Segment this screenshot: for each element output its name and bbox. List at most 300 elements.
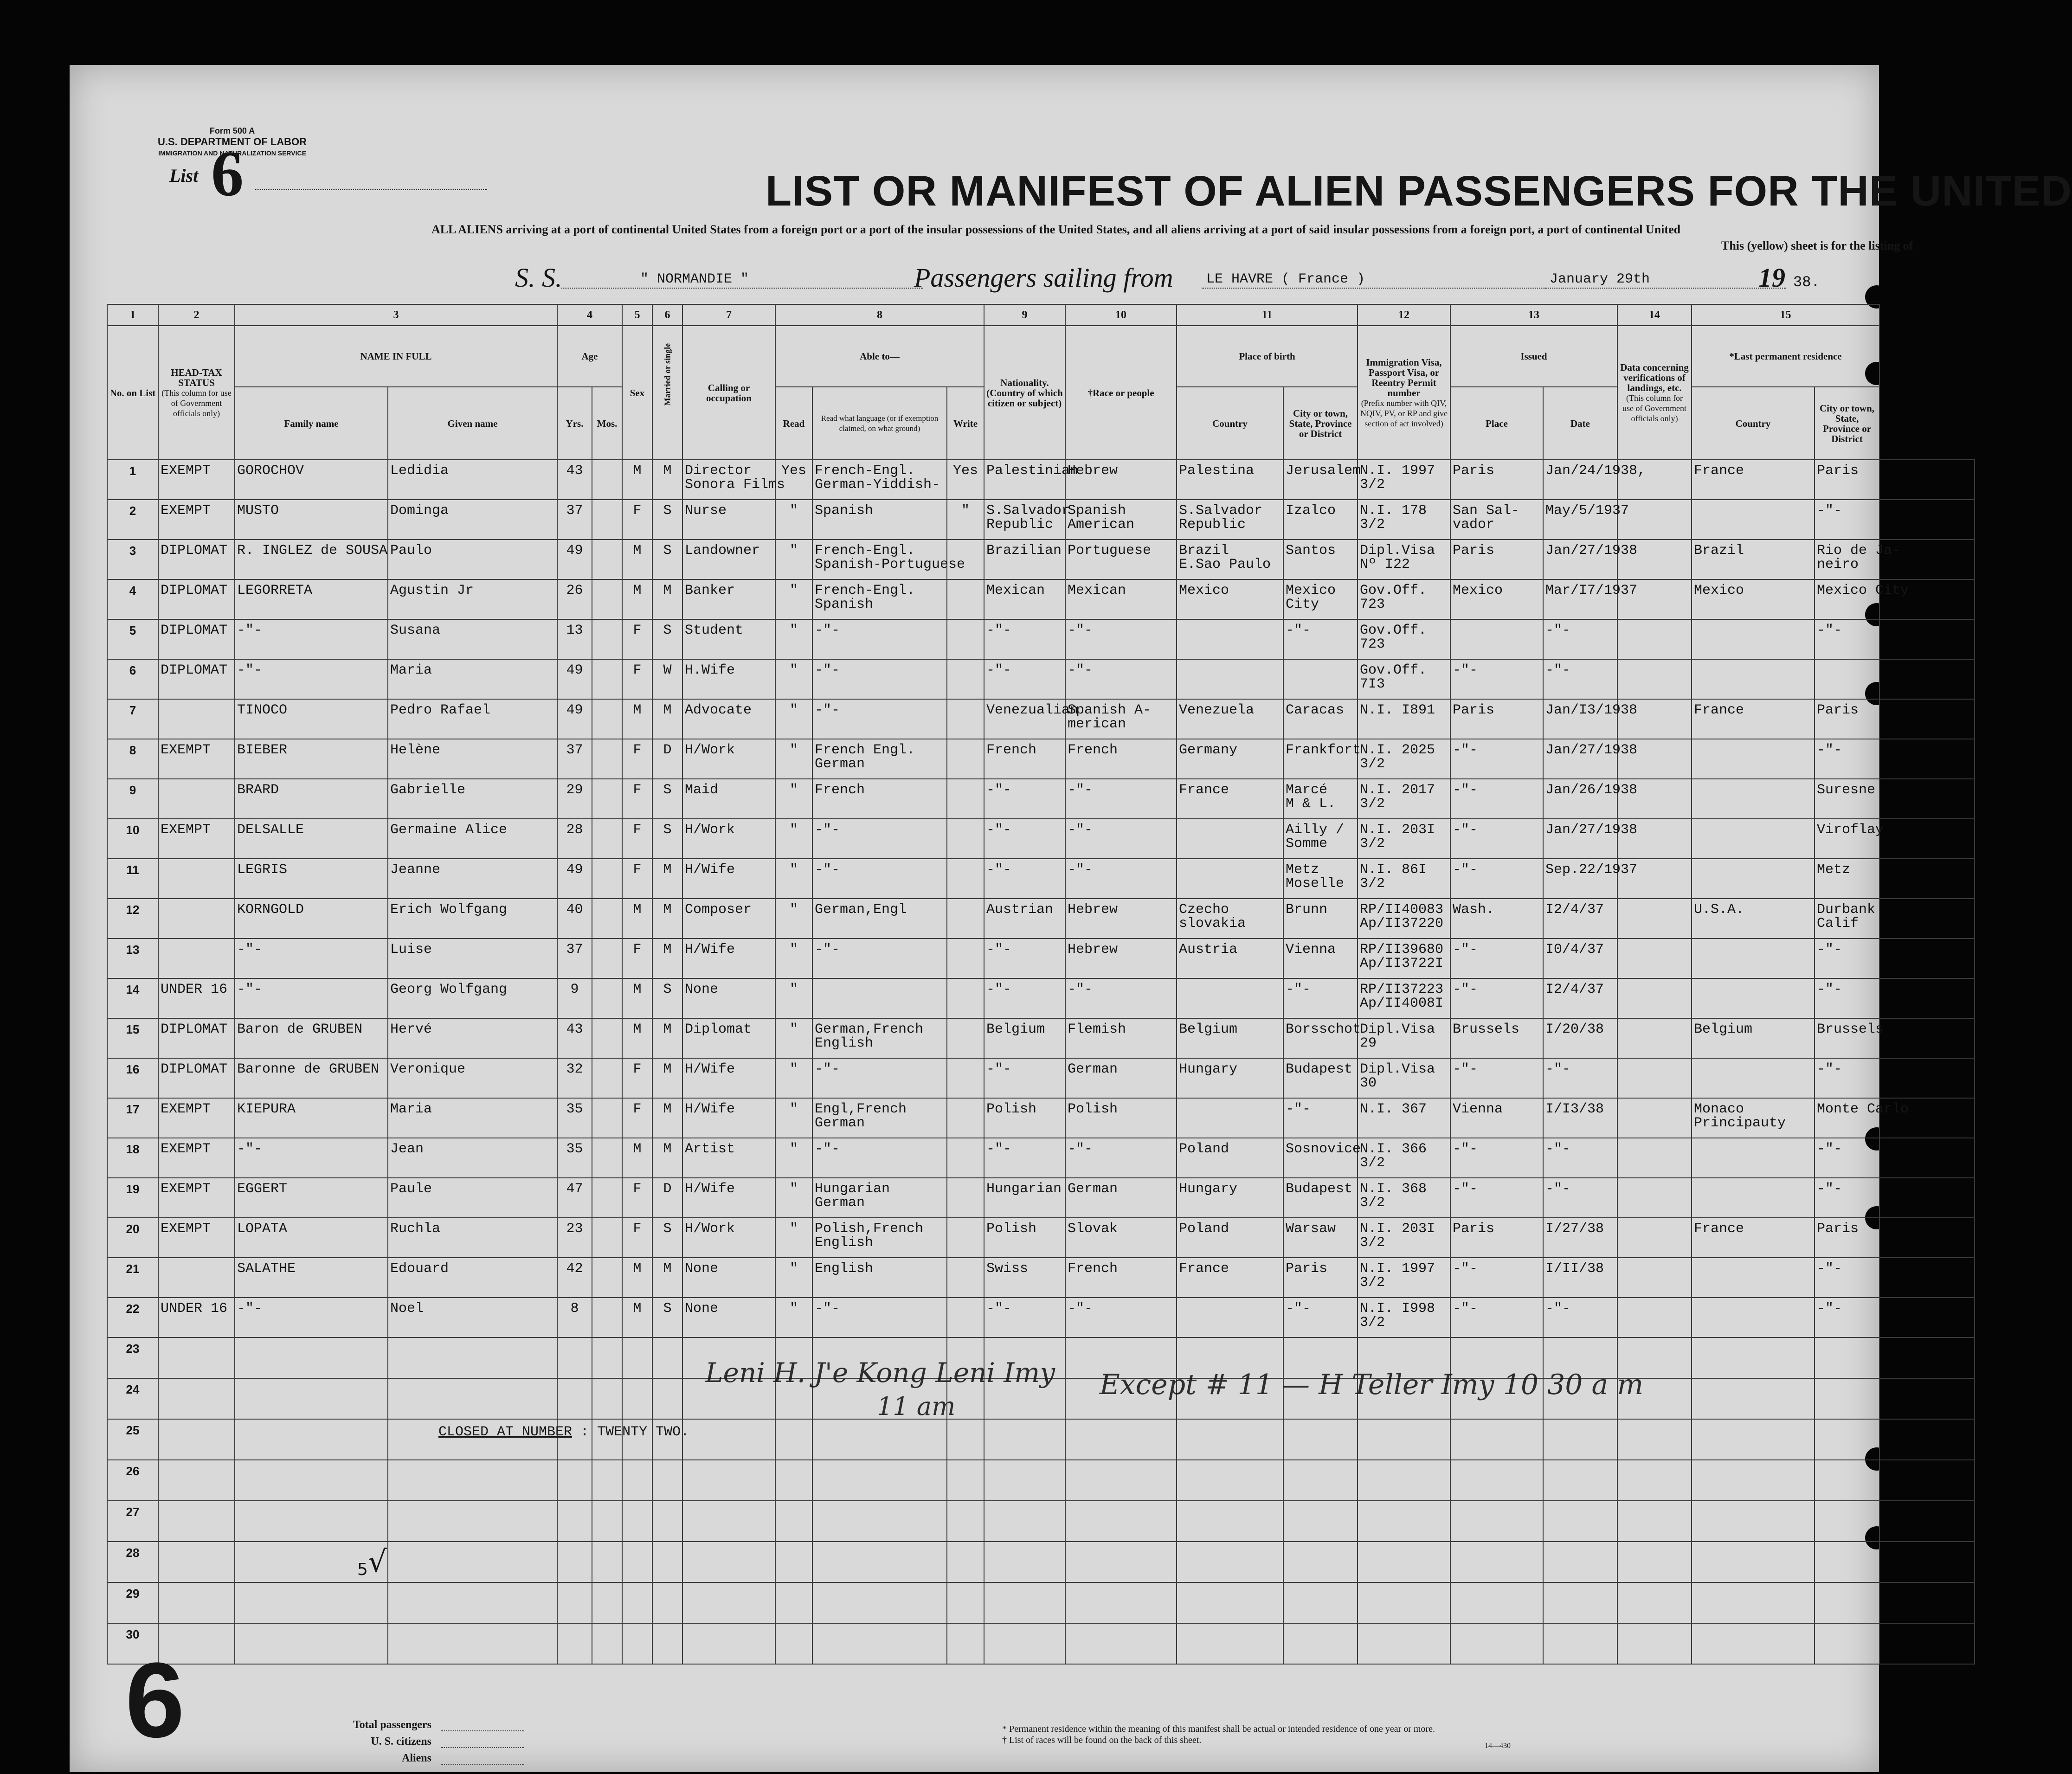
can-read-text: " [789, 702, 798, 718]
cell-empty [775, 1460, 812, 1501]
cell-visa-number [1358, 699, 1450, 739]
nationality-text: Mexican [986, 583, 1045, 598]
cell-given-name [388, 899, 557, 938]
cell-issued-place [1450, 1098, 1543, 1138]
cell-nationality [984, 500, 1070, 540]
issued-date-text: Jan/27/1938 [1545, 543, 1638, 559]
col-age: Age [557, 326, 622, 387]
cell-issued-place [1450, 899, 1543, 938]
marital-status-text: M [663, 1261, 672, 1277]
cell-sex [622, 1138, 652, 1178]
occupation-text: H/Wife [685, 942, 735, 958]
cell-empty [1358, 1501, 1450, 1542]
issued-place-text: -"- [1453, 1181, 1478, 1197]
cell-residence-city [1815, 1178, 1879, 1218]
cell-family-name [235, 779, 388, 819]
head-tax-status-text: EXEMPT [161, 1181, 211, 1197]
head-tax-status-text: DIPLOMAT [161, 583, 228, 598]
cell-issued-date [1543, 1258, 1617, 1298]
cell-occupation [682, 500, 775, 540]
family-name-text: -"- [237, 982, 263, 997]
birth-city-text-line2: Somme [1286, 836, 1328, 852]
row-number-text: 15 [126, 1022, 140, 1036]
cell-spare [1879, 1018, 1975, 1058]
cell-residence-city [1815, 938, 1879, 978]
cell-can-write [947, 739, 984, 779]
row-number-text: 2 [129, 504, 136, 518]
cell-nationality [984, 659, 1065, 699]
list-number: 6 [211, 138, 244, 210]
occupation-text: H/Wife [685, 862, 735, 878]
cell-birth-city [1283, 1178, 1358, 1218]
residence-country-text-line2: Principauty [1694, 1115, 1786, 1131]
residence-city-text: Durbank [1817, 902, 1876, 918]
birth-country-text: S.Salvador [1179, 503, 1263, 519]
family-name-text: KORNGOLD [237, 902, 304, 918]
cell-can-read [775, 1298, 812, 1337]
birth-country-text: Austria [1179, 942, 1238, 958]
column-number: 8 [775, 304, 984, 326]
cell-read-language [812, 819, 947, 859]
cell-birth-country [1177, 460, 1283, 500]
cell-empty [622, 1460, 652, 1501]
col-read: Read [775, 387, 812, 460]
sex-text: F [633, 1181, 642, 1197]
race-text: -"- [1068, 982, 1093, 997]
cell-occupation [682, 699, 775, 739]
cell-read-language [812, 1178, 947, 1218]
cell-issued-date [1543, 978, 1617, 1018]
row-number-text: 3 [129, 544, 136, 558]
can-read-text: " [789, 503, 798, 519]
us-citizens-label: U. S. citizens [371, 1735, 431, 1748]
read-language-text-line2: Spanish-Portuguese [815, 557, 965, 572]
cell-family-name [235, 1298, 388, 1337]
can-read-text: " [789, 662, 798, 678]
cell-race [1065, 1058, 1177, 1098]
issued-date-text: Sep.22/1937 [1545, 862, 1638, 878]
head-tax-status-text: EXEMPT [161, 463, 211, 479]
table-row [107, 1258, 1975, 1298]
col-no-on-list: No. on List [107, 326, 158, 460]
cell-empty [1692, 1542, 1815, 1582]
cell-birth-country [1177, 1258, 1283, 1298]
birth-city-text: Borsschot [1286, 1022, 1361, 1037]
col-birth-city: City or town, State, Province or District [1283, 387, 1358, 460]
cell-family-name [235, 899, 388, 938]
sex-text: M [633, 1301, 642, 1317]
cell-nationality [984, 1098, 1065, 1138]
marital-status-text: S [663, 543, 672, 559]
issued-date-text: Jan/26/1938 [1545, 782, 1638, 798]
sex-text: M [633, 1022, 642, 1037]
cell-row-number: 24 [107, 1378, 158, 1419]
cell-visa-number [1358, 579, 1450, 619]
row-number-text: 17 [126, 1102, 140, 1116]
issued-place-text: Paris [1453, 463, 1495, 479]
cell-age-months [592, 899, 622, 938]
cell-marital-status [652, 579, 682, 619]
column-number: 6 [652, 304, 682, 326]
read-language-text: French-Engl. [815, 543, 915, 559]
birth-country-text: France [1179, 782, 1229, 798]
residence-city-text: Paris [1817, 702, 1859, 718]
sex-text: M [633, 583, 642, 598]
cell-birth-country [1177, 1138, 1283, 1178]
col-married-label: Married or single [663, 343, 672, 405]
cell-marital-status [652, 819, 682, 859]
cell-empty [947, 1419, 984, 1460]
cell-given-name [388, 819, 557, 859]
cell-age-months [592, 659, 622, 699]
cell-empty [1617, 1460, 1692, 1501]
cell-nationality [984, 1018, 1065, 1058]
given-name-text: Maria [390, 662, 432, 678]
cell-empty [592, 1542, 622, 1582]
col-landing-label: Data concerning verifications of landings, etc. [1620, 361, 1689, 393]
cell-occupation [682, 460, 785, 500]
residence-city-text: -"- [1817, 623, 1842, 638]
cell-visa-number [1358, 1258, 1450, 1298]
cell-family-name [235, 1178, 388, 1218]
cell-empty [235, 1582, 388, 1623]
cell-age-years [557, 460, 592, 500]
given-name-text: Noel [390, 1301, 424, 1317]
residence-country-text: Mexico [1694, 583, 1744, 598]
column-number: 4 [557, 304, 622, 326]
cell-residence-country [1692, 579, 1815, 619]
visa-number-text-line2: 3/2 [1360, 1275, 1385, 1291]
cell-residence-city [1815, 1218, 1879, 1258]
sex-text: F [633, 782, 642, 798]
cell-head-tax-status [158, 1138, 235, 1178]
cell-family-name [235, 859, 388, 899]
cell-birth-country [1177, 859, 1283, 899]
cell-row-number [107, 1218, 158, 1258]
can-read-text: " [789, 1221, 798, 1237]
cell-empty [984, 1460, 1065, 1501]
read-language-text-line2: English [815, 1035, 874, 1051]
cell-nationality [984, 739, 1065, 779]
cell-residence-city [1815, 859, 1879, 899]
cell-landing-data [1617, 1178, 1692, 1218]
cell-race [1065, 859, 1177, 899]
handwritten-note: 11 am [877, 1392, 956, 1421]
cell-empty [1879, 1378, 1975, 1419]
cell-empty [1815, 1419, 1879, 1460]
footnote: † List of races will be found on the back of this sheet. [1002, 1735, 1202, 1745]
cell-read-language [812, 1258, 947, 1298]
visa-number-text: Gov.Off. [1360, 583, 1427, 598]
cell-nationality [984, 938, 1065, 978]
given-name-text: Susana [390, 623, 441, 638]
visa-number-text: N.I. 366 [1360, 1141, 1427, 1157]
cell-empty [158, 1419, 235, 1460]
marital-status-text: S [663, 503, 672, 519]
cell-marital-status [652, 619, 682, 659]
issued-place-text: -"- [1453, 662, 1478, 678]
cell-empty [1617, 1419, 1692, 1460]
cell-empty [557, 1501, 592, 1542]
cell-sex [622, 1058, 652, 1098]
cell-empty [1879, 1419, 1975, 1460]
cell-residence-city [1815, 1138, 1879, 1178]
family-name-text: Baron de GRUBEN [237, 1022, 363, 1037]
given-name-text: Helène [390, 742, 441, 758]
cell-can-read [775, 1258, 812, 1298]
col-months: Mos. [592, 387, 622, 460]
cell-birth-city [1283, 659, 1358, 699]
cell-birth-city [1283, 500, 1358, 540]
cell-can-read [775, 938, 812, 978]
cell-given-name [388, 1218, 557, 1258]
cell-issued-place [1450, 739, 1543, 779]
cell-read-language [812, 1218, 947, 1258]
given-name-text: Maria [390, 1101, 432, 1117]
head-tax-status-text: UNDER 16 [161, 982, 228, 997]
cell-given-name [388, 1178, 557, 1218]
cell-empty [158, 1501, 235, 1542]
cell-issued-date [1543, 1218, 1617, 1258]
race-text: Slovak [1068, 1221, 1118, 1237]
cell-nationality [984, 859, 1065, 899]
cell-row-number [107, 779, 158, 819]
cell-family-name [235, 1018, 388, 1058]
closed-label: CLOSED AT NUMBER [438, 1424, 573, 1440]
cell-marital-status [652, 460, 682, 500]
issued-date-text: Jan/27/1938 [1545, 742, 1638, 758]
given-name-text: Paulo [390, 543, 432, 559]
cell-birth-country [1177, 619, 1283, 659]
race-text: -"- [1068, 1301, 1093, 1317]
table-row [107, 699, 1975, 739]
residence-country-text: Brazil [1694, 543, 1744, 559]
race-text: German [1068, 1061, 1118, 1077]
head-tax-status-text: DIPLOMAT [161, 623, 228, 638]
cell-marital-status [652, 1218, 682, 1258]
cell-empty [1815, 1460, 1879, 1501]
birth-city-text: Budapest [1286, 1181, 1353, 1197]
age-years-text: 23 [566, 1221, 583, 1237]
table-row [107, 500, 1975, 540]
cell-age-years [557, 819, 592, 859]
cell-empty [1450, 1623, 1543, 1664]
read-language-text: -"- [815, 1061, 840, 1077]
cell-empty [1177, 1501, 1283, 1542]
occupation-text: Diplomat [685, 1022, 752, 1037]
cell-marital-status [652, 1058, 682, 1098]
birth-country-text: Poland [1179, 1141, 1229, 1157]
row-number-text: 10 [126, 823, 140, 837]
cell-family-name [235, 1218, 388, 1258]
cell-landing-data [1617, 978, 1692, 1018]
occupation-text: Landowner [685, 543, 760, 559]
residence-city-text: Metz [1817, 862, 1851, 878]
cell-residence-city [1815, 659, 1879, 699]
cell-row-number [107, 540, 158, 579]
residence-country-text: Monaco [1694, 1101, 1744, 1117]
row-number-text: 1 [129, 464, 136, 478]
cell-occupation [682, 1298, 775, 1337]
column-number-row [107, 304, 1975, 326]
cell-nationality [984, 899, 1065, 938]
cell-race [1065, 619, 1177, 659]
cell-birth-country [1177, 819, 1283, 859]
cell-visa-number [1358, 899, 1450, 938]
cell-read-language [812, 859, 947, 899]
cell-empty [652, 1623, 682, 1664]
cell-can-write [947, 938, 984, 978]
birth-city-text: Santos [1286, 543, 1336, 559]
read-language-text: -"- [815, 623, 840, 638]
column-number: 5 [622, 304, 652, 326]
cell-birth-city [1283, 1218, 1358, 1258]
can-read-text: " [789, 1181, 798, 1197]
cell-head-tax-status [158, 1298, 235, 1337]
cell-empty [1283, 1460, 1358, 1501]
cell-residence-country [1692, 540, 1815, 579]
col-landing-note: (This column for use of Government officials only) [1622, 393, 1686, 423]
cell-read-language [812, 938, 947, 978]
sailing-label: Passengers sailing from [914, 263, 1173, 293]
head-tax-status-text: DIPLOMAT [161, 1061, 228, 1077]
cell-age-months [592, 1258, 622, 1298]
row-number-text: 14 [126, 983, 140, 996]
cell-empty [557, 1337, 592, 1378]
table-row-empty [107, 1460, 1975, 1501]
cell-spare [1879, 859, 1975, 899]
cell-empty [1065, 1419, 1177, 1460]
cell-residence-country [1692, 899, 1815, 938]
cell-empty [388, 1623, 557, 1664]
cell-residence-city [1815, 779, 1879, 819]
cell-race [1065, 938, 1177, 978]
sex-text: M [633, 463, 642, 479]
issued-date-text: Mar/I7/1937 [1545, 583, 1638, 598]
cell-visa-number [1358, 500, 1450, 540]
cell-empty [1177, 1542, 1283, 1582]
cell-nationality [984, 1298, 1065, 1337]
cell-race [1065, 1018, 1177, 1058]
year-prefix: 19 [1758, 263, 1785, 293]
cell-empty [652, 1460, 682, 1501]
visa-number-text-line2: 3/2 [1360, 1195, 1385, 1211]
birth-city-text: Metz [1286, 862, 1319, 878]
cell-head-tax-status [158, 859, 235, 899]
race-text: -"- [1068, 822, 1093, 838]
race-text: Hebrew [1068, 463, 1118, 479]
table-row [107, 819, 1975, 859]
cell-sex [622, 938, 652, 978]
form-code: 14—430 [1485, 1742, 1511, 1750]
cell-head-tax-status [158, 899, 235, 938]
passenger-rows [107, 460, 1975, 1664]
cell-age-months [592, 779, 622, 819]
birth-city-text-line2: M & L. [1286, 796, 1336, 812]
cell-age-years [557, 938, 592, 978]
residence-city-text: Monte Carlo [1817, 1101, 1909, 1117]
cell-read-language [812, 1098, 947, 1138]
issued-date-text: Jan/I3/1938 [1545, 702, 1638, 718]
cell-empty [557, 1460, 592, 1501]
birth-city-text: Jerusalem [1286, 463, 1361, 479]
cell-issued-place [1450, 579, 1543, 619]
cell-age-years [557, 500, 592, 540]
cell-residence-country [1692, 1018, 1815, 1058]
residence-city-text: -"- [1817, 1061, 1842, 1077]
sailing-port: LE HAVRE ( France ) [1206, 271, 1365, 287]
cell-empty [1815, 1337, 1879, 1378]
marital-status-text: M [663, 1101, 672, 1117]
race-text: -"- [1068, 662, 1093, 678]
birth-city-text-line2: Moselle [1286, 876, 1345, 892]
nationality-text: -"- [986, 782, 1012, 798]
cell-race [1065, 1138, 1177, 1178]
read-language-text-line2: German [815, 756, 865, 772]
cell-spare [1879, 1138, 1975, 1178]
cell-empty [1879, 1582, 1975, 1623]
cell-empty [812, 1419, 947, 1460]
given-name-text: Ledidia [390, 463, 449, 479]
row-number-text: 22 [126, 1302, 140, 1316]
cell-age-months [592, 1018, 622, 1058]
cell-empty [1283, 1542, 1358, 1582]
cell-given-name [388, 699, 557, 739]
cell-empty [1065, 1501, 1177, 1542]
cell-empty [1692, 1460, 1815, 1501]
cell-residence-country [1692, 619, 1815, 659]
cell-residence-country [1692, 1298, 1815, 1337]
cell-empty [682, 1542, 775, 1582]
issued-place-text: -"- [1453, 1061, 1478, 1077]
residence-city-text-line2: Calif [1817, 916, 1859, 932]
occupation-text: Nurse [685, 503, 727, 519]
cell-given-name [388, 739, 557, 779]
cell-issued-place [1450, 1258, 1543, 1298]
cell-sex [622, 859, 652, 899]
cell-issued-date [1543, 1018, 1617, 1058]
cell-head-tax-status [158, 619, 235, 659]
issued-date-text: Jan/27/1938 [1545, 822, 1638, 838]
visa-number-text-line2: 3/2 [1360, 1155, 1385, 1171]
cell-visa-number [1358, 739, 1450, 779]
birth-country-text: Hungary [1179, 1181, 1238, 1197]
cell-head-tax-status [158, 460, 235, 500]
cell-empty [1358, 1542, 1450, 1582]
cell-birth-country [1177, 1058, 1283, 1098]
cell-race [1065, 739, 1177, 779]
cell-head-tax-status [158, 1258, 235, 1298]
cell-given-name [388, 978, 557, 1018]
cell-residence-city [1815, 579, 1909, 619]
occupation-text: H/Wife [685, 1061, 735, 1077]
can-read-text: Yes [781, 463, 806, 479]
cell-empty [592, 1623, 622, 1664]
cell-empty [1177, 1460, 1283, 1501]
cell-empty [1358, 1582, 1450, 1623]
cell-can-read [775, 1178, 812, 1218]
cell-can-read [775, 819, 812, 859]
cell-visa-number [1358, 978, 1450, 1018]
cell-birth-country [1177, 659, 1283, 699]
residence-country-text: France [1694, 702, 1744, 718]
visa-number-text-line2: 7I3 [1360, 676, 1385, 692]
family-name-text: -"- [237, 662, 263, 678]
cell-row-number [107, 739, 158, 779]
occupation-text: Composer [685, 902, 752, 918]
sex-text: F [633, 822, 642, 838]
cell-empty [682, 1623, 775, 1664]
